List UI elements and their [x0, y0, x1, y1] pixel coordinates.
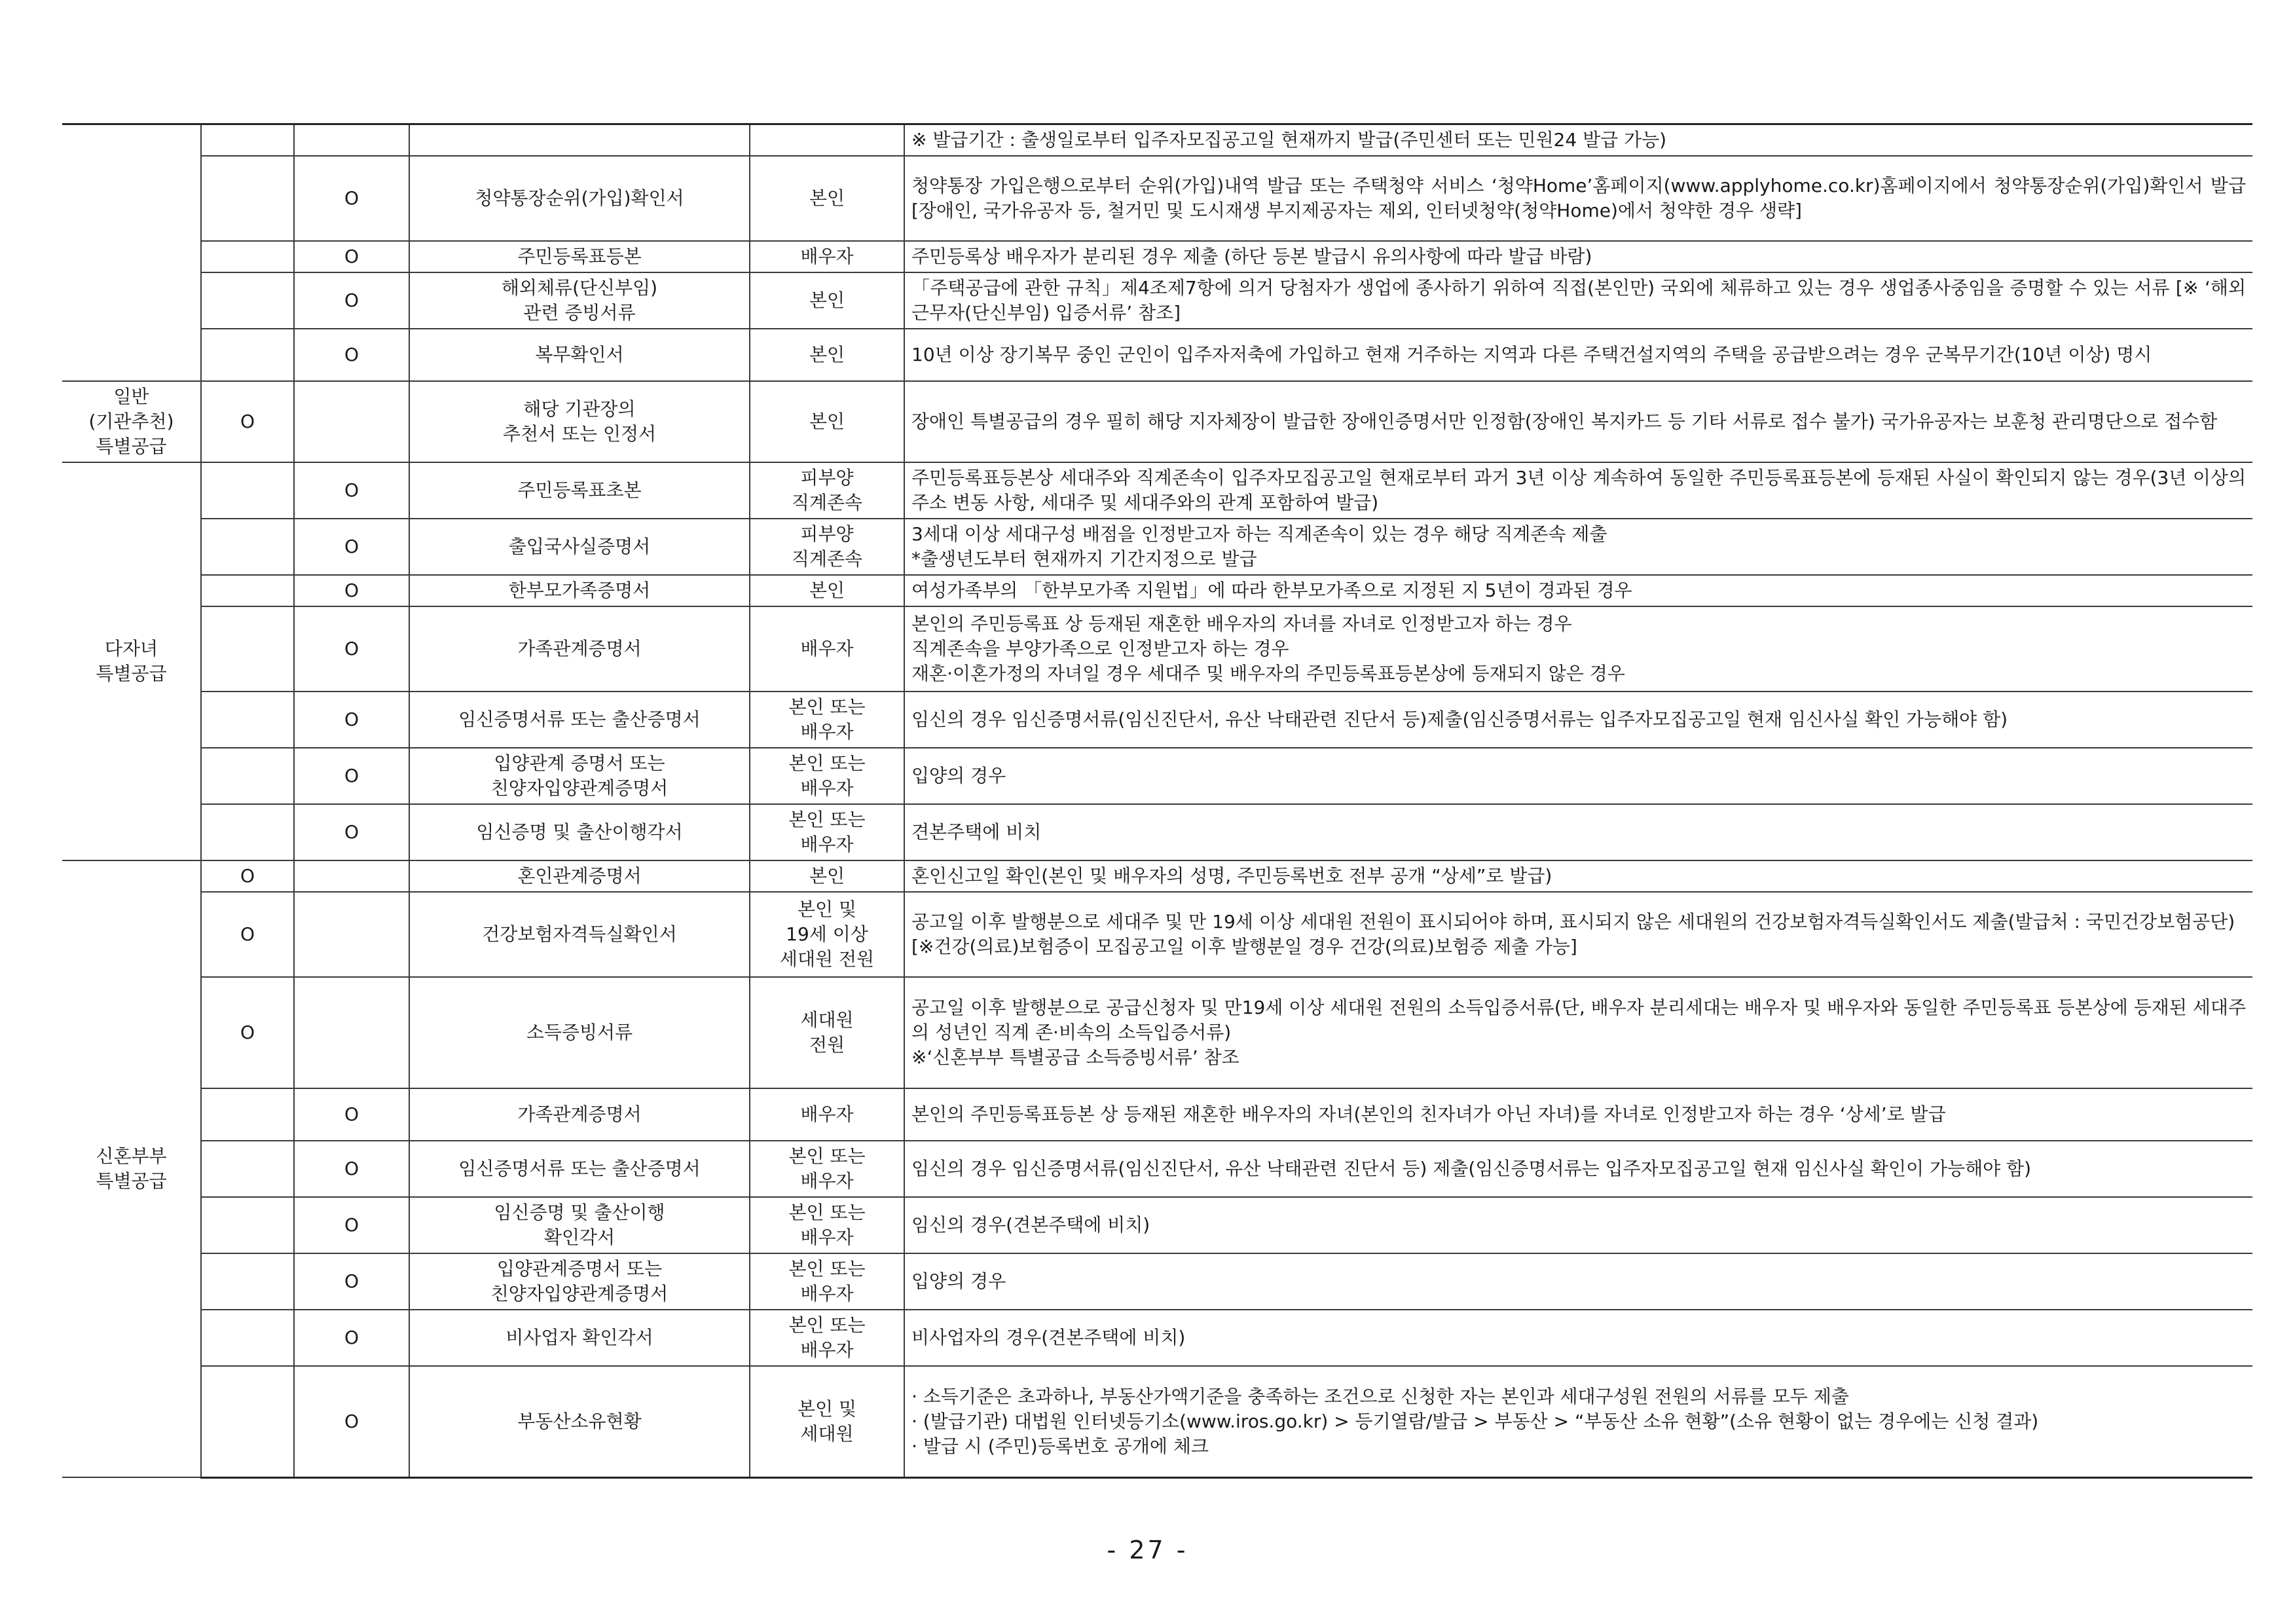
- col2-mark-cell: [294, 892, 409, 977]
- description-cell: 여성가족부의 「한부모가족 지원법」에 따라 한부모가족으로 지정된 지 5년이 경과된 경우: [904, 575, 2252, 606]
- table-row: [62, 462, 2252, 519]
- document-name-cell: 입양관계증명서 또는 친양자입양관계증명서: [409, 1253, 750, 1310]
- document-name-cell: 출입국사실증명서: [409, 519, 750, 575]
- target-cell: 본인 또는 배우자: [750, 1197, 904, 1253]
- document-name-cell: 부동산소유현황: [409, 1366, 750, 1477]
- document-name-cell: 임신증명 및 출산이행 확인각서: [409, 1197, 750, 1253]
- description-cell: · 소득기준은 초과하나, 부동산가액기준을 충족하는 조건으로 신청한 자는 본인과 세대구성원 전원의 서류를 모두 제출 · (발급기관) 대법원 인터넷등기소(www.iros.go.kr) > 등기열람/발급 > 부동산 > “부동산 소유 현황”(소유 현황이 없는 경우에는 신청 결과) · 발급 시 (주민)등록번호 공개에 체크: [904, 1366, 2252, 1477]
- target-cell: 배우자: [750, 1088, 904, 1141]
- document-name-cell: 입양관계 증명서 또는 친양자입양관계증명서: [409, 748, 750, 804]
- col2-mark-cell: O: [294, 1253, 409, 1310]
- document-name-cell: 임신증명서류 또는 출산증명서: [409, 692, 750, 748]
- table-row: [62, 575, 2252, 606]
- target-cell: 본인 또는 배우자: [750, 1253, 904, 1310]
- table-row: [62, 804, 2252, 860]
- description-cell: 입양의 경우: [904, 748, 2252, 804]
- col2-mark-cell: O: [294, 1141, 409, 1197]
- col2-mark-cell: O: [294, 804, 409, 860]
- category-cell: [62, 124, 201, 382]
- target-cell: 배우자: [750, 241, 904, 272]
- target-cell: 본인 및 세대원: [750, 1366, 904, 1477]
- document-name-cell: 임신증명 및 출산이행각서: [409, 804, 750, 860]
- document-name-cell: 해외체류(단신부임) 관련 증빙서류: [409, 272, 750, 329]
- col2-mark-cell: O: [294, 575, 409, 606]
- description-cell: 주민등록상 배우자가 분리된 경우 제출 (하단 등본 발급시 유의사항에 따라 발급 바람): [904, 241, 2252, 272]
- table-row: [62, 860, 2252, 892]
- document-name-cell: 복무확인서: [409, 329, 750, 381]
- target-cell: 본인 또는 배우자: [750, 1310, 904, 1366]
- document-name-cell: 가족관계증명서: [409, 1088, 750, 1141]
- col1-mark-cell: [201, 1141, 294, 1197]
- document-name-cell: 청약통장순위(가입)확인서: [409, 156, 750, 241]
- col2-mark-cell: O: [294, 1197, 409, 1253]
- col1-mark-cell: O: [201, 977, 294, 1088]
- table-row: [62, 519, 2252, 575]
- col2-mark-cell: O: [294, 156, 409, 241]
- description-cell: 장애인 특별공급의 경우 필히 해당 지자체장이 발급한 장애인증명서만 인정함(장애인 복지카드 등 기타 서류로 접수 불가) 국가유공자는 보훈청 관리명단으로 접수함: [904, 381, 2252, 462]
- col2-mark-cell: O: [294, 1088, 409, 1141]
- description-cell: 임신의 경우 임신증명서류(임신진단서, 유산 낙태관련 진단서 등)제출(임신증명서류는 입주자모집공고일 현재 임신사실 확인 가능해야 함): [904, 692, 2252, 748]
- col1-mark-cell: [201, 1310, 294, 1366]
- col2-mark-cell: O: [294, 1366, 409, 1477]
- description-cell: 공고일 이후 발행분으로 세대주 및 만 19세 이상 세대원 전원이 표시되어야 하며, 표시되지 않은 세대원의 건강보험자격득실확인서도 제출(발급처 : 국민건강보험공단) [※건강(의료)보험증이 모집공고일 이후 발행분일 경우 건강(의료)보험증 제출 가능]: [904, 892, 2252, 977]
- table-row: [62, 1141, 2252, 1197]
- description-cell: 입양의 경우: [904, 1253, 2252, 1310]
- col2-mark-cell: [294, 860, 409, 892]
- col2-mark-cell: O: [294, 329, 409, 381]
- description-cell: ※ 발급기간 : 출생일로부터 입주자모집공고일 현재까지 발급(주민센터 또는 민원24 발급 가능): [904, 124, 2252, 157]
- target-cell: [750, 124, 904, 157]
- col1-mark-cell: [201, 804, 294, 860]
- description-cell: 본인의 주민등록표등본 상 등재된 재혼한 배우자의 자녀(본인의 친자녀가 아닌 자녀)를 자녀로 인정받고자 하는 경우 ‘상세’로 발급: [904, 1088, 2252, 1141]
- description-cell: 청약통장 가입은행으로부터 순위(가입)내역 발급 또는 주택청약 서비스 ‘청약Home’홈페이지(www.applyhome.co.kr)홈페이지에서 청약통장순위(가입)확인서 발급[장애인, 국가유공자 등, 철거민 및 도시재생 부지제공자는 제외, 인터넷청약(청약Home)에서 청약한 경우 생략]: [904, 156, 2252, 241]
- target-cell: 본인: [750, 381, 904, 462]
- col1-mark-cell: [201, 272, 294, 329]
- document-name-cell: 소득증빙서류: [409, 977, 750, 1088]
- col2-mark-cell: [294, 124, 409, 157]
- col2-mark-cell: O: [294, 692, 409, 748]
- target-cell: 본인 또는 배우자: [750, 804, 904, 860]
- description-cell: 3세대 이상 세대구성 배점을 인정받고자 하는 직계존속이 있는 경우 해당 직계존속 제출 *출생년도부터 현재까지 기간지정으로 발급: [904, 519, 2252, 575]
- col1-mark-cell: [201, 1088, 294, 1141]
- target-cell: 본인: [750, 329, 904, 381]
- document-name-cell: 건강보험자격득실확인서: [409, 892, 750, 977]
- col1-mark-cell: [201, 519, 294, 575]
- table-row: [62, 692, 2252, 748]
- description-cell: 비사업자의 경우(견본주택에 비치): [904, 1310, 2252, 1366]
- col1-mark-cell: [201, 692, 294, 748]
- col1-mark-cell: [201, 1197, 294, 1253]
- document-name-cell: 혼인관계증명서: [409, 860, 750, 892]
- col2-mark-cell: O: [294, 748, 409, 804]
- target-cell: 본인 또는 배우자: [750, 692, 904, 748]
- table-row: [62, 977, 2252, 1088]
- col2-mark-cell: O: [294, 462, 409, 519]
- target-cell: 본인: [750, 860, 904, 892]
- col1-mark-cell: [201, 462, 294, 519]
- table-row: [62, 606, 2252, 692]
- description-cell: 공고일 이후 발행분으로 공급신청자 및 만19세 이상 세대원 전원의 소득입증서류(단, 배우자 분리세대는 배우자 및 배우자와 동일한 주민등록표 등본상에 등재된 세대주의 성년인 직계 존·비속의 소득입증서류) ※‘신혼부부 특별공급 소득증빙서류’ 참조: [904, 977, 2252, 1088]
- target-cell: 본인: [750, 575, 904, 606]
- table-row: [62, 1310, 2252, 1366]
- target-cell: 배우자: [750, 606, 904, 692]
- document-name-cell: 주민등록표초본: [409, 462, 750, 519]
- table-row: [62, 272, 2252, 329]
- table-row: [62, 1088, 2252, 1141]
- document-name-cell: 주민등록표등본: [409, 241, 750, 272]
- col2-mark-cell: [294, 381, 409, 462]
- col1-mark-cell: [201, 575, 294, 606]
- col1-mark-cell: [201, 124, 294, 157]
- col1-mark-cell: [201, 606, 294, 692]
- table-row: [62, 1366, 2252, 1477]
- target-cell: 본인 또는 배우자: [750, 748, 904, 804]
- col1-mark-cell: O: [201, 381, 294, 462]
- target-cell: 피부양 직계존속: [750, 462, 904, 519]
- table-row: [62, 329, 2252, 381]
- col2-mark-cell: O: [294, 1310, 409, 1366]
- col1-mark-cell: [201, 748, 294, 804]
- col1-mark-cell: [201, 241, 294, 272]
- col1-mark-cell: [201, 1253, 294, 1310]
- col1-mark-cell: O: [201, 860, 294, 892]
- description-cell: 본인의 주민등록표 상 등재된 재혼한 배우자의 자녀를 자녀로 인정받고자 하는 경우 직계존속을 부양가족으로 인정받고자 하는 경우 재혼·이혼가정의 자녀일 경우 세대주 및 배우자의 주민등록표등본상에 등재되지 않은 경우: [904, 606, 2252, 692]
- col2-mark-cell: O: [294, 272, 409, 329]
- target-cell: 세대원 전원: [750, 977, 904, 1088]
- required-documents-table: [62, 123, 2252, 1479]
- table-row: [62, 241, 2252, 272]
- table-row: [62, 156, 2252, 241]
- col2-mark-cell: O: [294, 519, 409, 575]
- description-cell: 「주택공급에 관한 규칙」제4조제7항에 의거 당첨자가 생업에 종사하기 위하여 직접(본인만) 국외에 체류하고 있는 경우 생업종사중임을 증명할 수 있는 서류 [※ ‘해외근무자(단신부임) 입증서류’ 참조]: [904, 272, 2252, 329]
- description-cell: 10년 이상 장기복무 중인 군인이 입주자저축에 가입하고 현재 거주하는 지역과 다른 주택건설지역의 주택을 공급받으려는 경우 군복무기간(10년 이상) 명시: [904, 329, 2252, 381]
- document-name-cell: 해당 기관장의 추천서 또는 인정서: [409, 381, 750, 462]
- col1-mark-cell: [201, 1366, 294, 1477]
- table-row: [62, 1253, 2252, 1310]
- document-name-cell: 비사업자 확인각서: [409, 1310, 750, 1366]
- document-name-cell: 임신증명서류 또는 출산증명서: [409, 1141, 750, 1197]
- document-name-cell: 한부모가족증명서: [409, 575, 750, 606]
- description-cell: 임신의 경우 임신증명서류(임신진단서, 유산 낙태관련 진단서 등) 제출(임신증명서류는 입주자모집공고일 현재 임신사실 확인이 가능해야 함): [904, 1141, 2252, 1197]
- col2-mark-cell: O: [294, 606, 409, 692]
- col1-mark-cell: [201, 156, 294, 241]
- table-row: [62, 124, 2252, 157]
- target-cell: 본인 또는 배우자: [750, 1141, 904, 1197]
- description-cell: 주민등록표등본상 세대주와 직계존속이 입주자모집공고일 현재로부터 과거 3년 이상 계속하여 동일한 주민등록표등본에 등재된 사실이 확인되지 않는 경우(3년 이상의 주소 변동 사항, 세대주 및 세대주와의 관계 포함하여 발급): [904, 462, 2252, 519]
- col2-mark-cell: [294, 977, 409, 1088]
- col1-mark-cell: O: [201, 892, 294, 977]
- description-cell: 혼인신고일 확인(본인 및 배우자의 성명, 주민등록번호 전부 공개 “상세”로 발급): [904, 860, 2252, 892]
- target-cell: 본인: [750, 272, 904, 329]
- target-cell: 본인: [750, 156, 904, 241]
- category-cell: 일반 (기관추천) 특별공급: [62, 381, 201, 462]
- target-cell: 피부양 직계존속: [750, 519, 904, 575]
- col2-mark-cell: O: [294, 241, 409, 272]
- col1-mark-cell: [201, 329, 294, 381]
- table-row: [62, 892, 2252, 977]
- table-row: [62, 381, 2252, 462]
- target-cell: 본인 및 19세 이상 세대원 전원: [750, 892, 904, 977]
- page-number: - 27 -: [1107, 1536, 1188, 1564]
- table-row: [62, 1197, 2252, 1253]
- category-cell: 다자녀 특별공급: [62, 462, 201, 860]
- table-row: [62, 748, 2252, 804]
- document-name-cell: [409, 124, 750, 157]
- description-cell: 견본주택에 비치: [904, 804, 2252, 860]
- document-name-cell: 가족관계증명서: [409, 606, 750, 692]
- description-cell: 임신의 경우(견본주택에 비치): [904, 1197, 2252, 1253]
- category-cell: 신혼부부 특별공급: [62, 860, 201, 1477]
